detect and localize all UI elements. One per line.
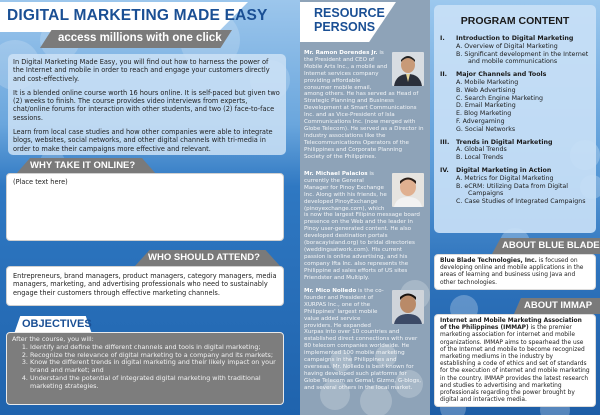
person-photo-icon (392, 290, 424, 324)
about-immap-box (434, 314, 596, 407)
section-item: C. Case Studies of Integrated Campaigns (456, 198, 586, 206)
section-title: Digital Marketing in Action (456, 166, 552, 174)
person-bio: is the co-founder and President of XURPAS Inc., one of the Philippines' largest mobile value added service providers. He expanded Xurpas into over 10 countries and established direct connections with over 80 telecom companies worldwide. He implemented 100 mobile marketing campaigns in the Philippines and overseas. Mr. Nolledo is best known for having developed such platforms for Globe Telecom as Gemal, Gizmo, G-blogs, and several others in the local market. (304, 288, 421, 391)
person-name: Mr. Michael Palacios (304, 171, 368, 177)
section-item: B. Local Trends (456, 154, 504, 162)
objectives-list (12, 344, 278, 391)
objective-item: 2. Recognize the relevance of digital marketing to a company and its markets; (30, 352, 278, 360)
subtitle: access millions with one click (58, 32, 222, 44)
section-item: A. Global Trends (456, 146, 507, 154)
section-item: B. Significant development in the Internet (456, 50, 589, 58)
intro-box (8, 54, 286, 155)
about-body: is the premier marketing association for internet and mobile organizations. IMMAP aims to spearhead the use of the Internet and mobile to become recognized marketing mediums in the industry by establishing a code of ethics and set of standards for the execution of internet and mobile marketing in the country. IMMAP provides the latest research and studies to advertising and marketing professionals regarding the power brought by digital and interactive media. (440, 325, 590, 404)
company-name: Blue Blade Technologies, Inc. (440, 258, 537, 264)
section-number: I. (440, 35, 445, 42)
person-bio: is currently the General Manager for Pinoy Exchange Inc. Along with his friends, he developed PinoyExchange (pinoyexchange.com), which is now the largest Filipino message board presence on the Web and the leader in Pinoy user-generated content. He also developed destination portals (boracayisland.org) to bridal directories (weddingsatwork.com). His current passion is online advertising, and his company Ifta Inc. also represents the Philippine ad sales efforts of US sites Friendster and Multiply. (304, 171, 420, 281)
intro-paragraph: It is a blended online course worth 16 hours online. It is self-paced but given two (2) weeks to finish. The course provides video interviews from experts, chat/online forums for interaction with other students, and two (2) face-to-face sessions. (13, 88, 280, 122)
section-title: Trends in Digital Marketing (456, 138, 553, 146)
program-content-box (434, 5, 596, 233)
about-immap-heading: ABOUT IMMAP (524, 300, 593, 311)
who-heading: WHO SHOULD ATTEND? (148, 252, 260, 263)
section-item: E. Blog Marketing (456, 110, 512, 118)
section-number: III. (440, 138, 450, 146)
why-body: (Place text here) (13, 178, 68, 186)
about-body: is focused on developing online and mobile applications in the areas of learning and business using Java and other technologies. (440, 258, 584, 286)
organization-name: Internet and Mobile Marketing Association of the Philippines (IMMAP) (440, 318, 582, 332)
section-item: D. Email Marketing (456, 102, 516, 110)
objective-item: 1. Identify and define the different channels and tools in digital marketing; (30, 344, 278, 352)
resource-persons-heading (314, 6, 385, 34)
resource-person (304, 50, 424, 161)
person-photo-icon (392, 52, 424, 86)
section-item: A. Metrics for Digital Marketing (456, 174, 554, 182)
objectives-intro: After the course, you will: (12, 335, 94, 343)
person-photo-icon (392, 173, 424, 207)
objectives-box (6, 332, 284, 405)
about-blue-blade-heading: ABOUT BLUE BLADE (502, 240, 600, 251)
why-heading: WHY TAKE IT ONLINE? (30, 160, 136, 171)
about-blue-blade-box (434, 254, 596, 290)
resource-person (304, 288, 424, 392)
section-number: IV. (440, 166, 449, 174)
program-section (440, 35, 590, 66)
section-item: B. eCRM: Utilizing Data from Digital (456, 182, 569, 190)
section-item: F. Advergaming (456, 117, 505, 125)
objectives-heading: OBJECTIVES (22, 318, 92, 330)
person-bio: is the President and CEO of Mobile Arts Inc., a mobile and Internet services company providing affordable consumer mobile email, among others. He has served as Head of Strategic Planning and Business Development at Smart Communications Inc. and as Vice-President of Isla Communications Inc. (now merged with Globe Telecom). He served as a Director in industry associations like the Telecommunications Operators of the Philippines and Corporate Planning Society of the Philippines. (304, 50, 424, 160)
person-name: Mr. Mico Nolledo (304, 288, 357, 294)
heading-line: PERSONS (314, 20, 376, 34)
section-item: C. Search Engine Marketing (456, 94, 544, 102)
program-section (440, 167, 590, 206)
heading-line: RESOURCE (314, 6, 385, 20)
program-section (440, 139, 590, 162)
section-title: Major Channels and Tools (456, 71, 547, 79)
intro-paragraph: In Digital Marketing Made Easy, you will find out how to harness the power of the Internet and mobile in order to reach and engage your customers directly and cost-effectively. (13, 58, 270, 83)
intro-paragraph: Learn from local case studies and how other companies were able to integrate blogs, websites, social networks, and other digital channels with tri-media in order to make their campaigns more effective and relevant. (13, 128, 273, 153)
page-title: DIGITAL MARKETING MADE EASY (7, 7, 268, 24)
right-panel (430, 0, 600, 415)
section-item: A. Overview of Digital Marketing (456, 42, 558, 50)
program-heading: PROGRAM CONTENT (460, 15, 570, 27)
why-box (6, 173, 284, 241)
objective-item: 4. Understand the potential of integrated digital marketing with traditional marketing strategies. (30, 375, 278, 391)
person-name: Mr. Ramon Dorendes Jr. (304, 50, 378, 56)
who-box (6, 266, 284, 306)
section-item: B. Web Advertising (456, 86, 516, 94)
section-number: II. (440, 71, 448, 79)
resource-person (304, 171, 424, 282)
middle-panel (300, 0, 430, 415)
program-section (440, 71, 590, 133)
section-item: G. Social Networks (456, 125, 516, 133)
section-item: and mobile communications (468, 58, 558, 66)
section-item: Campaigns (468, 190, 504, 198)
section-item: A. Mobile Marketing (456, 78, 519, 86)
section-title: Introduction to Digital Marketing (456, 35, 574, 42)
who-body: Entrepreneurs, brand managers, product managers, category managers, media managers, marketing, and advertising professionals who need to sustainably engage their customers through effective marketing channels. (13, 272, 277, 297)
objective-item: 3. Know the different trends in digital marketing and their likely impact on your brand and market; and (30, 359, 278, 375)
